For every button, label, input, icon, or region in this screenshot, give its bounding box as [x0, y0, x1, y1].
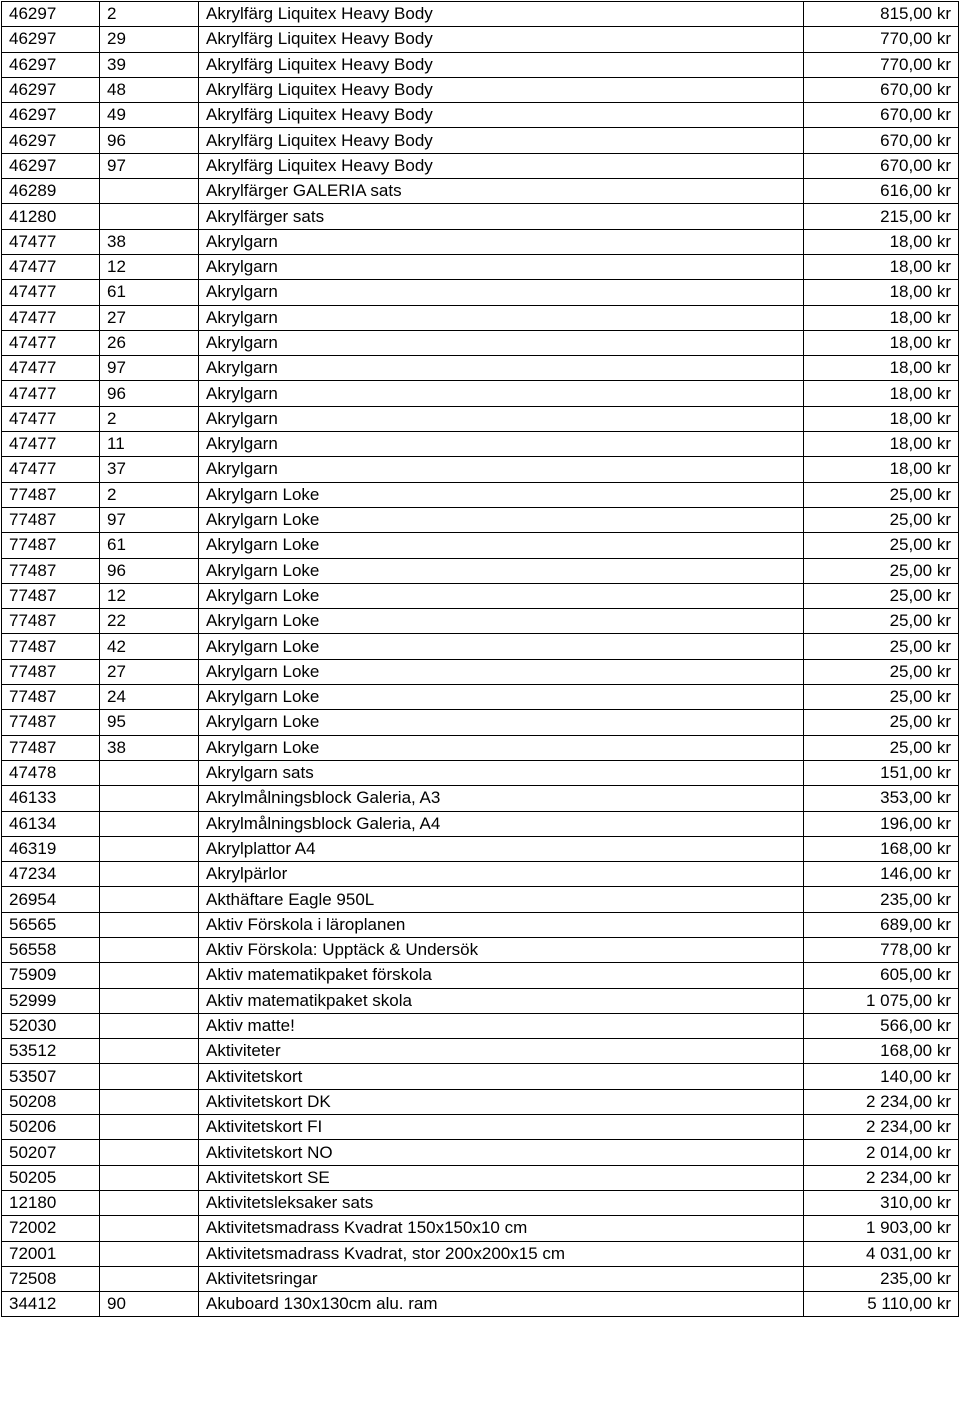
product-name-cell: Aktiv matematikpaket skola: [199, 988, 804, 1013]
variant-cell: 48: [100, 77, 199, 102]
article-number-cell: 47477: [2, 457, 100, 482]
price-cell: 25,00 kr: [804, 659, 959, 684]
variant-cell: 97: [100, 153, 199, 178]
price-cell: 770,00 kr: [804, 27, 959, 52]
table-row: [2, 786, 959, 811]
variant-cell: 90: [100, 1292, 199, 1317]
price-cell: 670,00 kr: [804, 128, 959, 153]
table-row: [2, 963, 959, 988]
table-row: [2, 735, 959, 760]
article-number-cell: 12180: [2, 1190, 100, 1215]
variant-cell: [100, 1241, 199, 1266]
table-row: [2, 1190, 959, 1215]
variant-cell: [100, 786, 199, 811]
product-name-cell: Aktiv matte!: [199, 1013, 804, 1038]
article-number-cell: 46297: [2, 128, 100, 153]
article-number-cell: 77487: [2, 685, 100, 710]
price-cell: 2 014,00 kr: [804, 1140, 959, 1165]
table-row: [2, 128, 959, 153]
product-name-cell: Akrylfärg Liquitex Heavy Body: [199, 27, 804, 52]
price-cell: 18,00 kr: [804, 406, 959, 431]
variant-cell: [100, 912, 199, 937]
product-name-cell: Akrylgarn: [199, 305, 804, 330]
product-name-cell: Akrylgarn sats: [199, 760, 804, 785]
table-row: [2, 254, 959, 279]
variant-cell: [100, 1039, 199, 1064]
variant-cell: 12: [100, 254, 199, 279]
product-name-cell: Akrylgarn: [199, 457, 804, 482]
article-number-cell: 77487: [2, 533, 100, 558]
article-number-cell: 46297: [2, 52, 100, 77]
article-number-cell: 47477: [2, 229, 100, 254]
table-row: [2, 305, 959, 330]
article-number-cell: 52999: [2, 988, 100, 1013]
variant-cell: [100, 204, 199, 229]
product-name-cell: Akrylgarn: [199, 356, 804, 381]
table-row: [2, 482, 959, 507]
product-name-cell: Akrylplattor A4: [199, 836, 804, 861]
price-cell: 151,00 kr: [804, 760, 959, 785]
variant-cell: 12: [100, 583, 199, 608]
variant-cell: [100, 1165, 199, 1190]
variant-cell: 37: [100, 457, 199, 482]
variant-cell: 24: [100, 685, 199, 710]
article-number-cell: 46134: [2, 811, 100, 836]
variant-cell: 27: [100, 659, 199, 684]
product-name-cell: Akrylfärg Liquitex Heavy Body: [199, 153, 804, 178]
product-name-cell: Akrylgarn: [199, 381, 804, 406]
product-name-cell: Akrylgarn Loke: [199, 634, 804, 659]
variant-cell: 95: [100, 710, 199, 735]
article-number-cell: 77487: [2, 558, 100, 583]
article-number-cell: 46297: [2, 27, 100, 52]
product-name-cell: Akrylfärg Liquitex Heavy Body: [199, 103, 804, 128]
article-number-cell: 72002: [2, 1216, 100, 1241]
article-number-cell: 47477: [2, 432, 100, 457]
table-row: [2, 1241, 959, 1266]
variant-cell: [100, 1115, 199, 1140]
article-number-cell: 56558: [2, 937, 100, 962]
variant-cell: 97: [100, 356, 199, 381]
price-cell: 310,00 kr: [804, 1190, 959, 1215]
table-row: [2, 52, 959, 77]
product-name-cell: Akrylgarn: [199, 330, 804, 355]
article-number-cell: 26954: [2, 887, 100, 912]
price-cell: 25,00 kr: [804, 710, 959, 735]
price-cell: 2 234,00 kr: [804, 1089, 959, 1114]
price-cell: 215,00 kr: [804, 204, 959, 229]
product-name-cell: Aktiv Förskola i läroplanen: [199, 912, 804, 937]
price-cell: 353,00 kr: [804, 786, 959, 811]
table-row: [2, 836, 959, 861]
article-number-cell: 47477: [2, 406, 100, 431]
table-row: [2, 1013, 959, 1038]
article-number-cell: 46133: [2, 786, 100, 811]
variant-cell: [100, 1266, 199, 1291]
price-cell: 770,00 kr: [804, 52, 959, 77]
product-name-cell: Akrylgarn Loke: [199, 583, 804, 608]
table-row: [2, 103, 959, 128]
price-cell: 2 234,00 kr: [804, 1115, 959, 1140]
article-number-cell: 77487: [2, 583, 100, 608]
product-name-cell: Akthäftare Eagle 950L: [199, 887, 804, 912]
table-row: [2, 1039, 959, 1064]
price-cell: 18,00 kr: [804, 330, 959, 355]
article-number-cell: 56565: [2, 912, 100, 937]
article-number-cell: 47477: [2, 330, 100, 355]
article-number-cell: 50207: [2, 1140, 100, 1165]
product-name-cell: Akrylgarn Loke: [199, 507, 804, 532]
table-row: [2, 811, 959, 836]
product-name-cell: Akrylgarn Loke: [199, 482, 804, 507]
price-cell: 616,00 kr: [804, 179, 959, 204]
table-row: [2, 862, 959, 887]
variant-cell: [100, 1216, 199, 1241]
price-cell: 168,00 kr: [804, 836, 959, 861]
table-row: [2, 381, 959, 406]
table-row: [2, 153, 959, 178]
product-name-cell: Akrylmålningsblock Galeria, A3: [199, 786, 804, 811]
article-number-cell: 47234: [2, 862, 100, 887]
table-row: [2, 760, 959, 785]
variant-cell: 49: [100, 103, 199, 128]
price-cell: 1 903,00 kr: [804, 1216, 959, 1241]
price-cell: 4 031,00 kr: [804, 1241, 959, 1266]
article-number-cell: 77487: [2, 609, 100, 634]
product-name-cell: Akrylgarn Loke: [199, 659, 804, 684]
article-number-cell: 53512: [2, 1039, 100, 1064]
table-row: [2, 583, 959, 608]
table-row: [2, 406, 959, 431]
product-name-cell: Akrylgarn Loke: [199, 710, 804, 735]
variant-cell: [100, 1190, 199, 1215]
variant-cell: 29: [100, 27, 199, 52]
price-cell: 18,00 kr: [804, 229, 959, 254]
article-number-cell: 34412: [2, 1292, 100, 1317]
variant-cell: [100, 836, 199, 861]
article-number-cell: 46297: [2, 2, 100, 27]
variant-cell: 39: [100, 52, 199, 77]
article-number-cell: 77487: [2, 634, 100, 659]
variant-cell: 2: [100, 2, 199, 27]
product-name-cell: Aktivitetsmadrass Kvadrat, stor 200x200x15 cm: [199, 1241, 804, 1266]
article-number-cell: 46297: [2, 153, 100, 178]
variant-cell: 38: [100, 735, 199, 760]
price-cell: 566,00 kr: [804, 1013, 959, 1038]
article-number-cell: 52030: [2, 1013, 100, 1038]
product-name-cell: Aktivitetskort NO: [199, 1140, 804, 1165]
table-row: [2, 1115, 959, 1140]
price-cell: 25,00 kr: [804, 685, 959, 710]
product-name-cell: Aktiviteter: [199, 1039, 804, 1064]
table-row: [2, 280, 959, 305]
price-cell: 18,00 kr: [804, 356, 959, 381]
price-cell: 25,00 kr: [804, 735, 959, 760]
price-cell: 18,00 kr: [804, 254, 959, 279]
table-row: [2, 634, 959, 659]
product-name-cell: Aktiv matematikpaket förskola: [199, 963, 804, 988]
table-row: [2, 1089, 959, 1114]
variant-cell: 2: [100, 482, 199, 507]
table-row: [2, 179, 959, 204]
table-row: [2, 609, 959, 634]
product-name-cell: Akrylfärger GALERIA sats: [199, 179, 804, 204]
price-list-table: [1, 1, 959, 1317]
variant-cell: 26: [100, 330, 199, 355]
product-name-cell: Aktivitetskort FI: [199, 1115, 804, 1140]
variant-cell: 38: [100, 229, 199, 254]
product-name-cell: Akrylgarn Loke: [199, 735, 804, 760]
variant-cell: 61: [100, 280, 199, 305]
table-row: [2, 710, 959, 735]
product-name-cell: Akrylgarn: [199, 432, 804, 457]
variant-cell: [100, 760, 199, 785]
article-number-cell: 53507: [2, 1064, 100, 1089]
article-number-cell: 47477: [2, 254, 100, 279]
variant-cell: 96: [100, 558, 199, 583]
price-cell: 146,00 kr: [804, 862, 959, 887]
price-cell: 689,00 kr: [804, 912, 959, 937]
table-row: [2, 937, 959, 962]
product-name-cell: Aktivitetsringar: [199, 1266, 804, 1291]
price-list-body: [2, 2, 959, 1317]
price-cell: 25,00 kr: [804, 507, 959, 532]
variant-cell: 96: [100, 128, 199, 153]
article-number-cell: 50205: [2, 1165, 100, 1190]
price-cell: 25,00 kr: [804, 558, 959, 583]
table-row: [2, 457, 959, 482]
price-cell: 25,00 kr: [804, 482, 959, 507]
article-number-cell: 77487: [2, 482, 100, 507]
table-row: [2, 2, 959, 27]
article-number-cell: 47477: [2, 305, 100, 330]
table-row: [2, 1292, 959, 1317]
article-number-cell: 47477: [2, 280, 100, 305]
article-number-cell: 50208: [2, 1089, 100, 1114]
product-name-cell: Akrylgarn: [199, 280, 804, 305]
product-name-cell: Aktivitetskort: [199, 1064, 804, 1089]
price-cell: 815,00 kr: [804, 2, 959, 27]
product-name-cell: Akrylfärg Liquitex Heavy Body: [199, 77, 804, 102]
article-number-cell: 46297: [2, 103, 100, 128]
table-row: [2, 1140, 959, 1165]
article-number-cell: 41280: [2, 204, 100, 229]
table-row: [2, 507, 959, 532]
variant-cell: 11: [100, 432, 199, 457]
table-row: [2, 1216, 959, 1241]
article-number-cell: 77487: [2, 507, 100, 532]
price-cell: 235,00 kr: [804, 1266, 959, 1291]
price-cell: 235,00 kr: [804, 887, 959, 912]
price-cell: 18,00 kr: [804, 432, 959, 457]
product-name-cell: Akrylfärg Liquitex Heavy Body: [199, 2, 804, 27]
variant-cell: 22: [100, 609, 199, 634]
price-cell: 168,00 kr: [804, 1039, 959, 1064]
variant-cell: 97: [100, 507, 199, 532]
variant-cell: 42: [100, 634, 199, 659]
variant-cell: 2: [100, 406, 199, 431]
product-name-cell: Akrylgarn Loke: [199, 609, 804, 634]
price-cell: 670,00 kr: [804, 103, 959, 128]
article-number-cell: 46289: [2, 179, 100, 204]
product-name-cell: Akrylfärg Liquitex Heavy Body: [199, 128, 804, 153]
price-cell: 25,00 kr: [804, 533, 959, 558]
article-number-cell: 77487: [2, 735, 100, 760]
product-name-cell: Aktiv Förskola: Upptäck & Undersök: [199, 937, 804, 962]
price-cell: 25,00 kr: [804, 634, 959, 659]
price-cell: 18,00 kr: [804, 381, 959, 406]
variant-cell: [100, 1140, 199, 1165]
product-name-cell: Aktivitetsmadrass Kvadrat 150x150x10 cm: [199, 1216, 804, 1241]
table-row: [2, 887, 959, 912]
table-row: [2, 1266, 959, 1291]
price-cell: 670,00 kr: [804, 153, 959, 178]
article-number-cell: 72508: [2, 1266, 100, 1291]
table-row: [2, 685, 959, 710]
product-name-cell: Akrylgarn: [199, 254, 804, 279]
article-number-cell: 47477: [2, 356, 100, 381]
product-name-cell: Akrylgarn: [199, 406, 804, 431]
table-row: [2, 204, 959, 229]
article-number-cell: 77487: [2, 710, 100, 735]
price-cell: 25,00 kr: [804, 583, 959, 608]
product-name-cell: Akrylgarn Loke: [199, 685, 804, 710]
price-cell: 18,00 kr: [804, 457, 959, 482]
product-name-cell: Akrylpärlor: [199, 862, 804, 887]
price-cell: 2 234,00 kr: [804, 1165, 959, 1190]
table-row: [2, 432, 959, 457]
variant-cell: [100, 988, 199, 1013]
price-cell: 5 110,00 kr: [804, 1292, 959, 1317]
article-number-cell: 72001: [2, 1241, 100, 1266]
product-name-cell: Aktivitetskort SE: [199, 1165, 804, 1190]
variant-cell: 96: [100, 381, 199, 406]
price-cell: 25,00 kr: [804, 609, 959, 634]
product-name-cell: Akrylgarn Loke: [199, 558, 804, 583]
article-number-cell: 47477: [2, 381, 100, 406]
price-cell: 18,00 kr: [804, 280, 959, 305]
variant-cell: [100, 811, 199, 836]
product-name-cell: Aktivitetsleksaker sats: [199, 1190, 804, 1215]
price-cell: 605,00 kr: [804, 963, 959, 988]
variant-cell: 61: [100, 533, 199, 558]
article-number-cell: 47478: [2, 760, 100, 785]
table-row: [2, 27, 959, 52]
variant-cell: [100, 963, 199, 988]
table-row: [2, 659, 959, 684]
table-row: [2, 533, 959, 558]
variant-cell: [100, 179, 199, 204]
table-row: [2, 558, 959, 583]
article-number-cell: 77487: [2, 659, 100, 684]
product-name-cell: Akrylgarn: [199, 229, 804, 254]
article-number-cell: 46319: [2, 836, 100, 861]
product-name-cell: Akrylgarn Loke: [199, 533, 804, 558]
table-row: [2, 356, 959, 381]
product-name-cell: Akuboard 130x130cm alu. ram: [199, 1292, 804, 1317]
table-row: [2, 330, 959, 355]
price-cell: 778,00 kr: [804, 937, 959, 962]
price-cell: 140,00 kr: [804, 1064, 959, 1089]
variant-cell: [100, 887, 199, 912]
variant-cell: [100, 1089, 199, 1114]
product-name-cell: Akrylmålningsblock Galeria, A4: [199, 811, 804, 836]
product-name-cell: Aktivitetskort DK: [199, 1089, 804, 1114]
article-number-cell: 46297: [2, 77, 100, 102]
article-number-cell: 75909: [2, 963, 100, 988]
table-row: [2, 1165, 959, 1190]
price-cell: 18,00 kr: [804, 305, 959, 330]
price-cell: 670,00 kr: [804, 77, 959, 102]
variant-cell: [100, 937, 199, 962]
article-number-cell: 50206: [2, 1115, 100, 1140]
table-row: [2, 1064, 959, 1089]
variant-cell: [100, 1013, 199, 1038]
variant-cell: 27: [100, 305, 199, 330]
table-row: [2, 77, 959, 102]
price-cell: 1 075,00 kr: [804, 988, 959, 1013]
price-cell: 196,00 kr: [804, 811, 959, 836]
table-row: [2, 229, 959, 254]
variant-cell: [100, 1064, 199, 1089]
product-name-cell: Akrylfärger sats: [199, 204, 804, 229]
product-name-cell: Akrylfärg Liquitex Heavy Body: [199, 52, 804, 77]
table-row: [2, 912, 959, 937]
variant-cell: [100, 862, 199, 887]
table-row: [2, 988, 959, 1013]
